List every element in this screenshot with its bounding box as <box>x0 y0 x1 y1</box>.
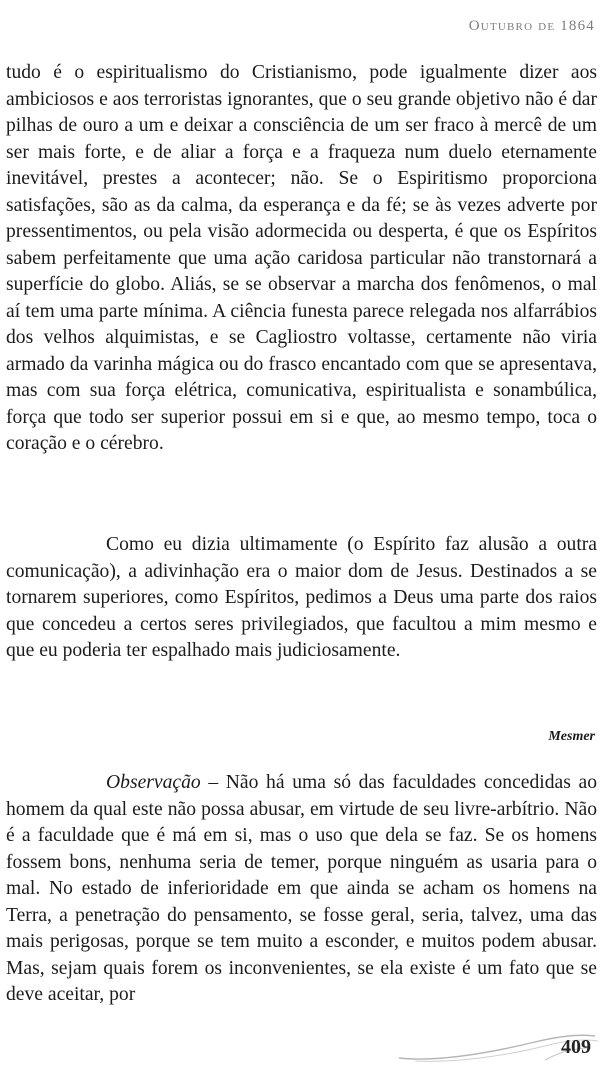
observation-label: Observação <box>106 772 201 793</box>
body-paragraph-2: Como eu dizia ultimamente (o Espírito faz alusão a outra comunicação), a adivinhação era o maior dom de Jesus. Destinados a se tornarem superiores, como Espíritos, pedimos a Deus uma parte dos raios que concedeu a certos seres privilegiados, que facultou a mim mesmo e que eu poderia ter espalhado mais judiciosamente. <box>6 534 597 661</box>
signature: Mesmer <box>548 729 595 744</box>
running-header: Outubro de 1864 <box>468 18 595 34</box>
observation-paragraph <box>6 770 597 1009</box>
body-paragraph-1: tudo é o espiritualismo do Cristianismo, pode igualmente dizer aos ambiciosos e aos terroristas ignorantes, que o seu grande objetivo não é dar pilhas de ouro a um e deixar a consciência de um ser fraco à mercê de um ser mais forte, e de aliar a força e a fraqueza num duelo eternamente inevitável, prestes a acontecer; não. Se o Espiritismo proporciona satisfações, são as da calma, da esperança e da fé; se às vezes adverte por pressentimentos, ou pela visão adormecida ou desperta, é que os Espíritos sabem perfeitamente que uma ação caridosa particular não transtornará a superfície do globo. Aliás, se se observar a marcha dos fenômenos, o mal aí tem uma parte mínima. A ciência funesta parece relegada nos alfarrábios dos velhos alquimistas, e se Cagliostro voltasse, certamente não viria armado da varinha mágica ou do frasco encantado com que se apresentava, mas com sua força elétrica, comunicativa, espiritualista e sonambúlica, força que todo ser superior possui em si e que, ao mesmo tempo, toca o coração e o cérebro. <box>6 62 597 454</box>
observation-text: – Não há uma só das faculdades concedidas ao homem da qual este não possa abusar, em virtude de seu livre-arbítrio. Não é a faculdade que é má em si, mas o uso que dela se faz. Se os homens fossem bons, nenhuma seria de temer, porque ninguém as usaria para o mal. No estado de inferioridade em que ainda se acham os homens na Terra, a penetração do pensamento, se fosse geral, seria, talvez, uma das mais perigosas, porque se tem muito a esconder, e muitos podem abusar. Mas, sejam quais forem os inconvenientes, se ela existe é um fato que se deve aceitar, por <box>6 772 597 1005</box>
page-number: 409 <box>561 1036 591 1058</box>
